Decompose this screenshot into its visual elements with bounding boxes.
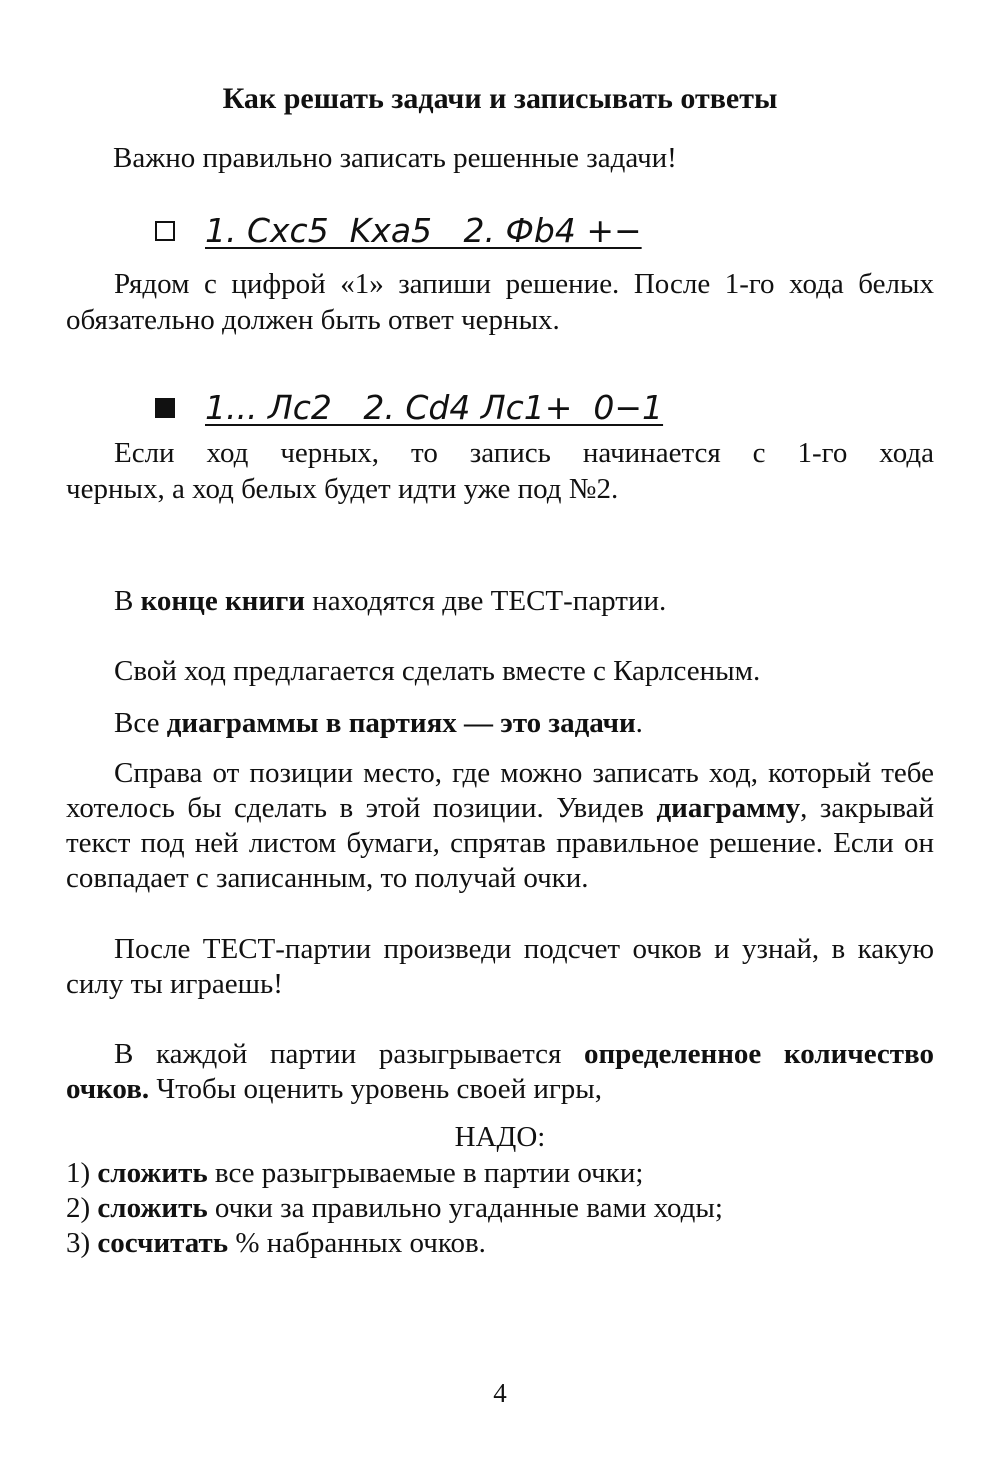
points-text [66,1037,934,1107]
list-item [66,1191,934,1226]
page-title: Как решать задачи и записывать ответы [222,82,778,115]
list-item [66,1226,934,1261]
step-number: 3) [66,1227,98,1259]
instructions-part1: Справа от позиции место, где можно записать ход, который тебе хотелось бы сделать в этой позиции. Увидев [66,757,934,824]
test-games-bold: конце книги [140,585,305,617]
black-explanation-line2: черных, а ход белых будет идти уже под №2. [66,473,619,505]
instructions-part2: , закрывай текст под ней листом бумаги, спрятав правильное решение. Если он совпадает с записанным, то получай очки. [66,792,935,894]
own-move-text: Свой ход предлагается сделать вместе с Карлсеным. [114,655,761,687]
white-move-text: 1. Cxc5 Kxa5 2. Фb4 +− [205,211,642,250]
page-number: 4 [493,1378,507,1408]
step-text: очки за правильно угаданные вами ходы; [207,1192,723,1224]
empty-square-icon [155,221,175,241]
diagrams-text [66,705,934,741]
step-verb: сложить [97,1157,208,1189]
diagrams-bold: диаграммы в партиях — это задачи [166,707,636,739]
steps-list [66,1156,934,1261]
instructions-text [66,756,934,896]
points-post: Чтобы оценить уровень своей игры, [149,1073,602,1105]
step-text: % набранных очков. [228,1227,486,1259]
step-verb: сосчитать [97,1227,229,1259]
diagrams-post: . [635,707,643,739]
black-move-explanation [66,435,934,507]
nado-heading: НАДО: [454,1121,546,1153]
test-games-post: находятся две ТЕСТ-партии. [304,585,667,617]
after-test-text: После ТЕСТ-партии произведи подсчет очков и узнай, в какую силу ты играешь! [66,933,934,1000]
list-item [66,1156,934,1191]
diagrams-pre: Все [114,707,167,739]
step-text: все разыгрываемые в партии очки; [207,1157,644,1189]
test-games-pre: В [114,585,141,617]
points-bold: определенное количество очков. [66,1038,934,1105]
step-number: 1) [66,1157,98,1189]
white-move-explanation: Рядом с цифрой «1» запиши решение. После 1-го хода белых обязательно должен быть ответ черных. [66,268,934,336]
black-move-text: 1... Лc2 2. Cd4 Лc1+ 0−1 [205,388,664,427]
intro-text: Важно правильно записать решенные задачи! [113,142,677,174]
step-number: 2) [66,1192,98,1224]
filled-square-icon [155,398,175,418]
instructions-bold: диаграмму [656,792,801,824]
points-pre: В каждой партии разыгрывается [114,1038,584,1070]
test-games-text [66,583,934,619]
step-verb: сложить [97,1192,208,1224]
white-move-notation [155,211,642,251]
black-explanation-line1: Если ход черных, то запись начинается с 1-го хода [114,437,934,469]
black-move-notation [155,388,663,428]
